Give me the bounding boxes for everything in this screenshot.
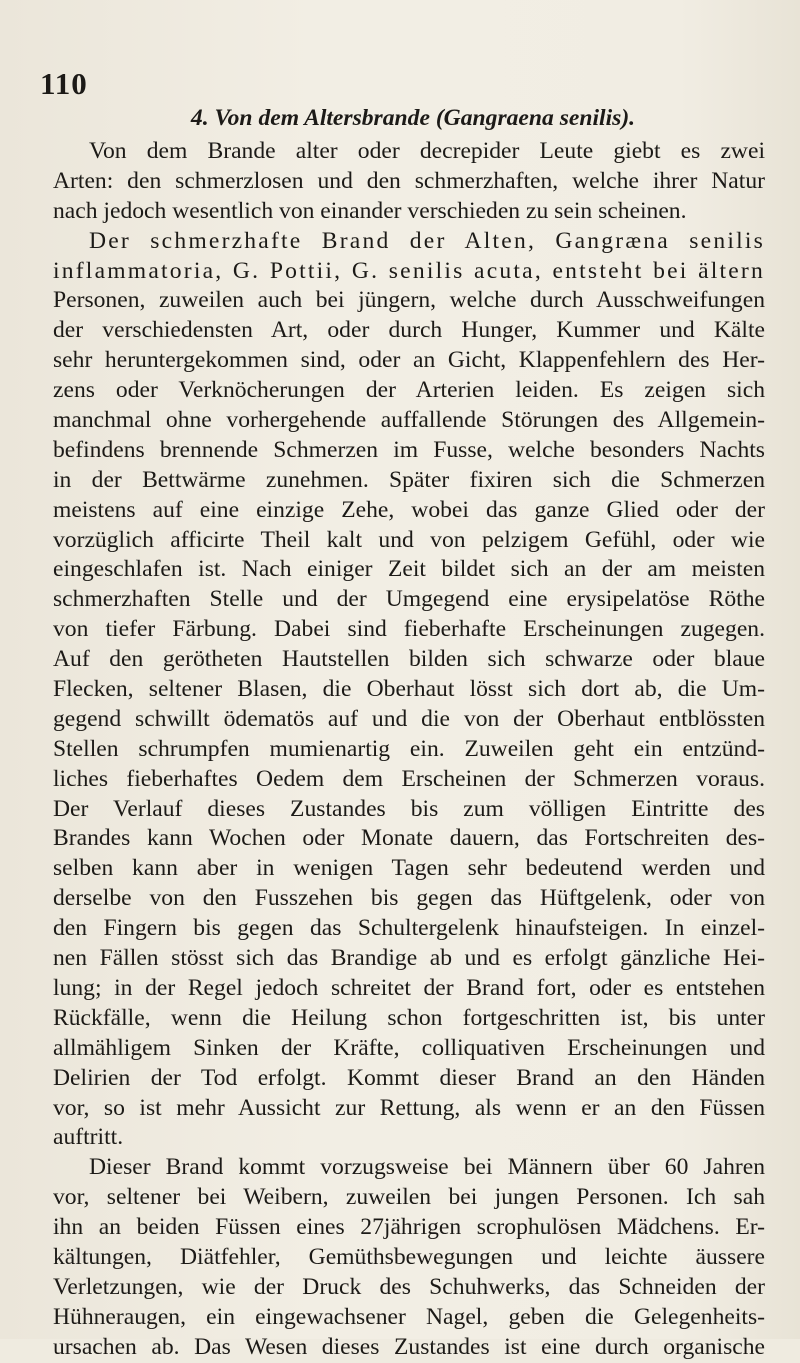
page-number: 110 [40, 66, 88, 101]
text-line: Stellen schrumpfen mumienartig ein. Zuweilen geht ein entzünd- [53, 735, 765, 762]
text-line: nen Fällen stösst sich das Brandige ab und es erfolgt gänzliche Hei- [53, 945, 765, 972]
text-line: Hühneraugen, ein eingewachsener Nagel, geben die Gelegenheits- [53, 1303, 765, 1330]
text-line: Von dem Brande alter oder decrepider Leute giebt es zwei [89, 138, 765, 164]
text-line: zens oder Verknöcherungen der Arterien leiden. Es zeigen sich [53, 377, 765, 404]
text-line: den Fingern bis gegen das Schultergelenk hinaufsteigen. In einzel- [53, 915, 765, 942]
text-line: Flecken, seltener Blasen, die Oberhaut lösst sich dort ab, die Um- [53, 676, 765, 703]
text-line: Personen, zuweilen auch bei jüngern, welche durch Ausschweifungen [53, 287, 765, 314]
text-line: Der Verlauf dieses Zustandes bis zum völligen Eintritte des [53, 795, 765, 822]
text-line: allmähligem Sinken der Kräfte, colliquativen Erscheinungen und [53, 1034, 765, 1061]
text-line: vorzüglich afficirte Theil kalt und von pelzigem Gefühl, oder wie [53, 526, 765, 553]
text-line: nach jedoch wesentlich von einander verschieden zu sein scheinen. [53, 197, 687, 224]
text-line: Rückfälle, wenn die Heilung schon fortgeschritten ist, bis unter [53, 1004, 765, 1031]
text-line: liches fieberhaftes Oedem dem Erscheinen der Schmerzen voraus. [53, 765, 765, 792]
text-line: inflammatoria, G. Pottii, G. senilis acuta, entsteht bei ältern [53, 257, 765, 284]
text-line: ihn an beiden Füssen eines 27jährigen scrophulösen Mädchens. Er- [53, 1214, 765, 1241]
text-line: schmerzhaften Stelle und der Umgegend eine erysipelatöse Röthe [53, 586, 765, 613]
text-line: Arten: den schmerzlosen und den schmerzhaften, welche ihrer Natur [53, 167, 765, 194]
text-line: vor, seltener bei Weibern, zuweilen bei jungen Personen. Ich sah [53, 1184, 765, 1211]
text-line: Dieser Brand kommt vorzugsweise bei Männern über 60 Jahren [89, 1154, 765, 1181]
text-line: kältungen, Diätfehler, Gemüthsbewegungen und leichte äussere [53, 1243, 765, 1270]
text-line: Brandes kann Wochen oder Monate dauern, das Fortschreiten des- [53, 825, 765, 852]
text-line: vor, so ist mehr Aussicht zur Rettung, als wenn er an den Füssen [53, 1094, 765, 1121]
text-line: Verletzungen, wie der Druck des Schuhwerks, das Schneiden der [53, 1273, 765, 1300]
text-line: Der schmerzhafte Brand der Alten, Gangræna senilis [89, 227, 765, 254]
text-line: manchmal ohne vorhergehende auffallende Störungen des Allgemein- [53, 407, 765, 434]
text-line: der verschiedensten Art, oder durch Hunger, Kummer und Kälte [53, 317, 765, 344]
text-line: sehr heruntergekommen sind, oder an Gicht, Klappenfehlern des Her- [53, 347, 765, 374]
text-line: lung; in der Regel jedoch schreitet der Brand fort, oder es entstehen [53, 974, 765, 1001]
text-line: ursachen ab. Das Wesen dieses Zustandes ist eine durch organische [53, 1333, 765, 1360]
text-line: auftritt. [53, 1124, 124, 1151]
text-line: Delirien der Tod erfolgt. Kommt dieser Brand an den Händen [53, 1064, 765, 1091]
text-line: von tiefer Färbung. Dabei sind fieberhafte Erscheinungen zugegen. [53, 616, 765, 643]
section-heading: 4. Von dem Altersbrande (Gangraena senilis). [190, 105, 636, 131]
text-lines [53, 137, 765, 1363]
text-line: befindens brennende Schmerzen im Fusse, welche besonders Nachts [53, 436, 765, 463]
text-line: gegend schwillt ödematös auf und die von der Oberhaut entblössten [53, 705, 765, 732]
text-line: Auf den gerötheten Hautstellen bilden sich schwarze oder blaue [53, 646, 765, 673]
text-line: selben kann aber in wenigen Tagen sehr bedeutend werden und [53, 855, 765, 882]
body-text [53, 105, 765, 1363]
text-line: eingeschlafen ist. Nach einiger Zeit bildet sich an der am meisten [53, 556, 765, 583]
text-line: meistens auf eine einzige Zehe, wobei das ganze Glied oder der [53, 496, 765, 523]
text-line: in der Bettwärme zunehmen. Später fixiren sich die Schmerzen [53, 466, 765, 493]
text-line: derselbe von den Fusszehen bis gegen das Hüftgelenk, oder von [53, 885, 765, 912]
